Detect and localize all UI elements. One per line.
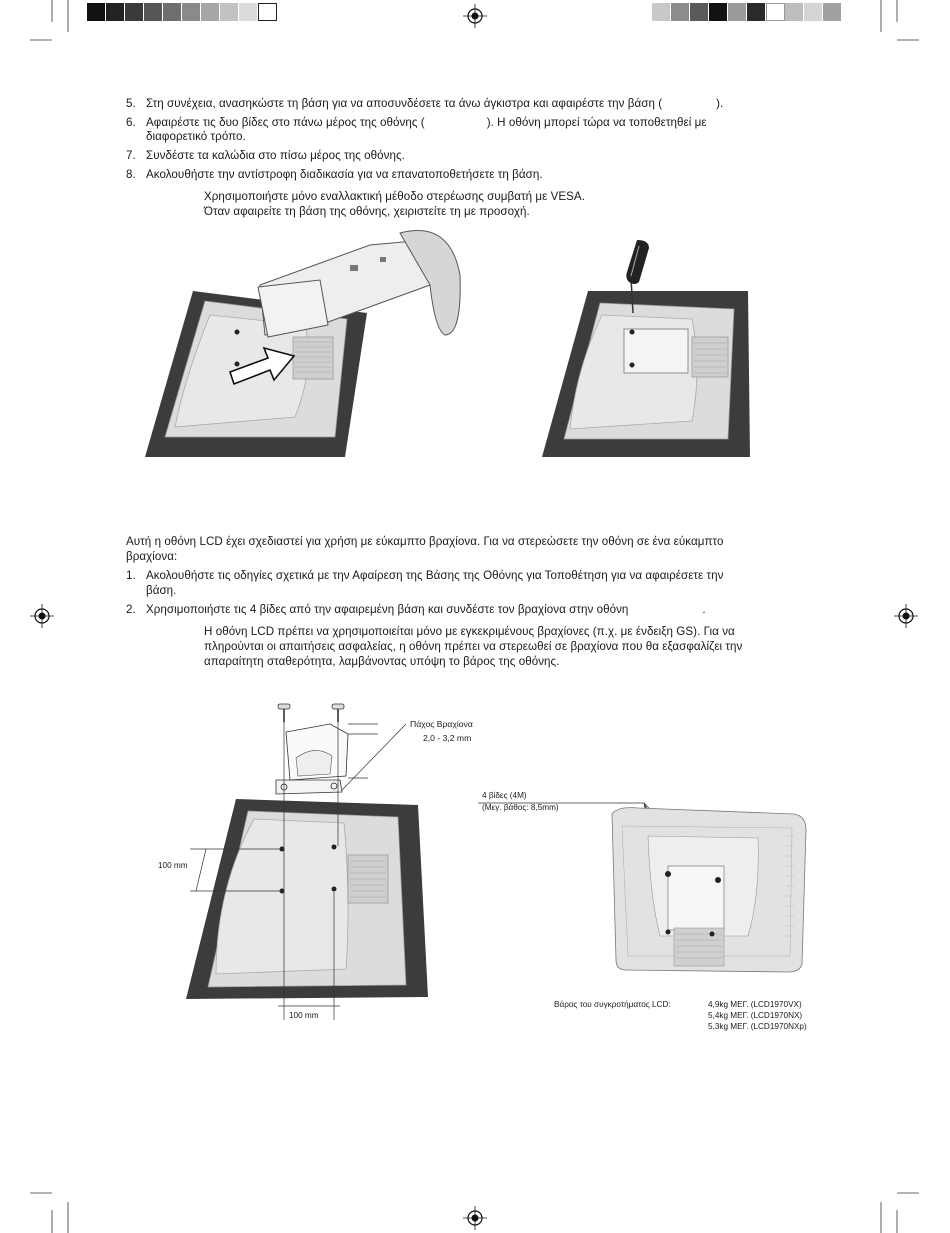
arm-thickness-value: 2,0 - 3,2 mm <box>423 733 472 743</box>
step-5: 5. Στη συνέχεια, ανασηκώστε τη βάση για να αποσυνδέσετε τα άνω άγκιστρα και αφαιρέστε την βάση ( ). <box>126 97 724 110</box>
weight-label: Βάρος του συγκροτήματος LCD: <box>554 1000 671 1009</box>
dimension-horizontal-label: 100 mm <box>289 1011 319 1020</box>
step-7: 7. Συνδέστε τα καλώδια στο πίσω μέρος της οθόνης. <box>126 149 405 162</box>
intro-line-1: Αυτή η οθόνη LCD έχει σχεδιαστεί για χρήση με εύκαμπτο βραχίονα. Για να στερεώσετε την οθόνη σε ένα εύκαμπτο <box>126 535 724 548</box>
arm-thickness-label: Πάχος Βραχίονα <box>410 719 473 729</box>
caution-top-2: Όταν αφαιρείτε τη βάση της οθόνης, χειριστείτε τη με προσοχή. <box>204 205 530 218</box>
weight-value-1: 4,9kg ΜΕΓ. (LCD1970VX) <box>708 1000 802 1009</box>
caution-top-1: Χρησιμοποιήστε μόνο εναλλακτική μέθοδο στερέωσης συμβατή με VESA. <box>204 190 585 203</box>
dimension-vertical-label: 100 mm <box>158 861 188 870</box>
weight-value-3: 5,3kg ΜΕΓ. (LCD1970NXp) <box>708 1022 807 1031</box>
screws-depth-label: (Μεγ. βάθος: 8,5mm) <box>482 803 559 812</box>
intro-line-2: βραχίονα: <box>126 550 178 563</box>
arm-step-2: 2. Χρησιμοποιήστε τις 4 βίδες από την αφαιρεμένη βάση και συνδέστε τον βραχίονα στην οθόνη . <box>126 603 706 616</box>
caution-arm-3: απαραίτητη σταθερότητα, λαμβάνοντας υπόψη το βάρος της οθόνης. <box>204 655 560 668</box>
step-6-continued: διαφορετικό τρόπο. <box>146 130 246 143</box>
caution-arm-2: πληρούνται οι απαιτήσεις ασφαλείας, η οθόνη πρέπει να στερεωθεί σε βραχίονα που θα εξασφαλίζει την <box>204 640 743 653</box>
step-6: 6. Αφαιρέστε τις δυο βίδες στο πάνω μέρος της οθόνης ( ). Η οθόνη μπορεί τώρα να τοποθετηθεί με <box>126 116 707 129</box>
step-8: 8. Ακολουθήστε την αντίστροφη διαδικασία για να επανατοποθετήσετε τη βάση. <box>126 168 543 181</box>
caution-arm-1: Η οθόνη LCD πρέπει να χρησιμοποιείται μόνο με εγκεκριμένους βραχίονες (π.χ. με ένδειξη GS). Για να <box>204 625 735 638</box>
weight-value-2: 5,4kg ΜΕΓ. (LCD1970NX) <box>708 1011 803 1020</box>
arm-step-1-continued: βάση. <box>146 584 177 597</box>
monitor-back-illustration <box>608 806 808 976</box>
arm-step-1: 1. Ακολουθήστε τις οδηγίες σχετικά με την Αφαίρεση της Βάσης της Οθόνης για Τοποθέτηση για να αφαιρέσετε την <box>126 569 724 582</box>
screws-label: 4 βίδες (4M) <box>482 791 527 800</box>
